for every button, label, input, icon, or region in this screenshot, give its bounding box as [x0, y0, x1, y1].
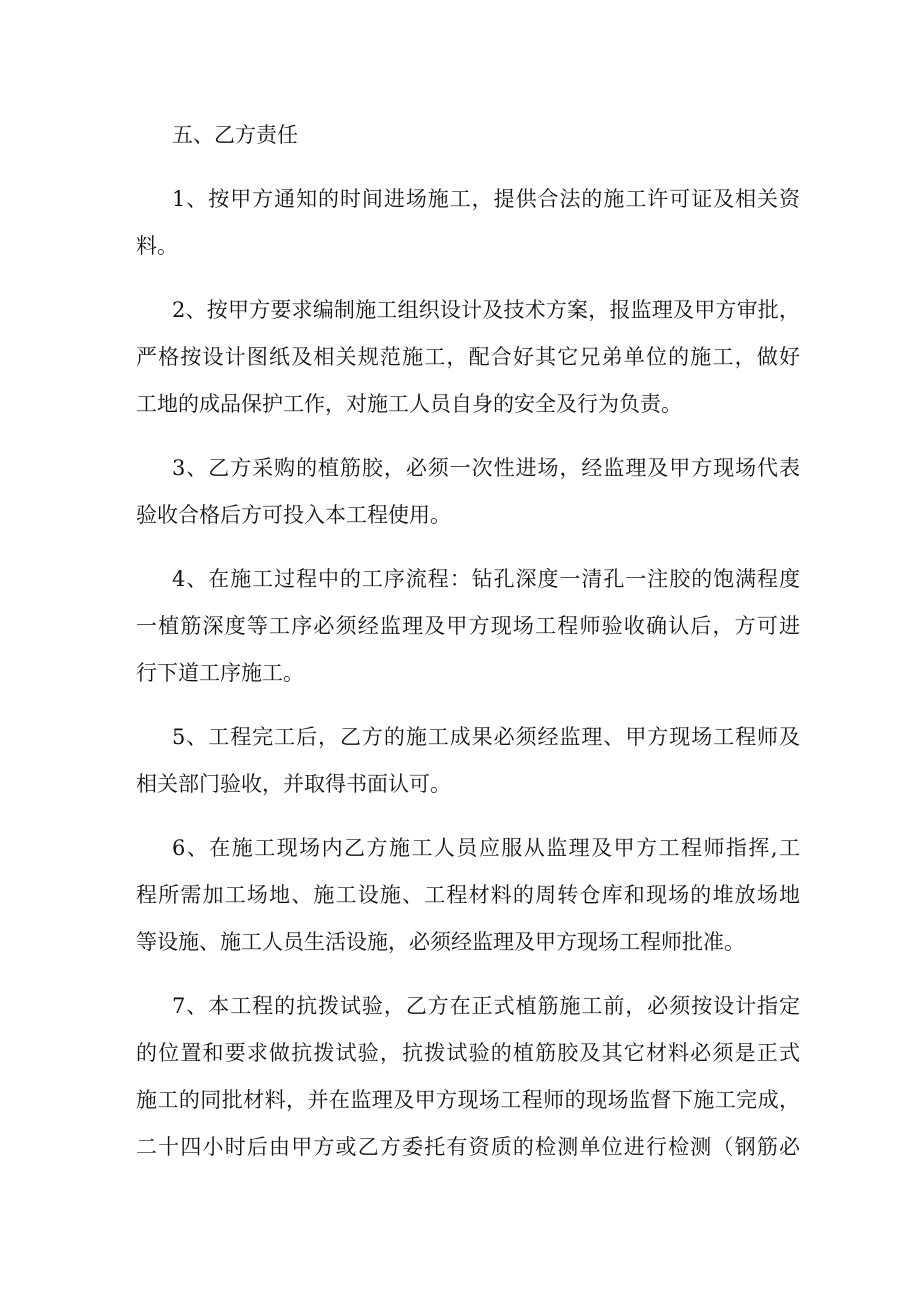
- paragraph-line: 的位置和要求做抗拨试验，抗拨试验的植筋胶及其它材料必须是正式: [136, 1041, 800, 1065]
- paragraph-5: [136, 714, 800, 808]
- paragraph-1: [136, 176, 800, 270]
- paragraph-line: 3、乙方采购的植筋胶，必须一次性进场，经监理及甲方现场代表: [172, 456, 800, 480]
- paragraph-line: 相关部门验收，并取得书面认可。: [136, 772, 451, 796]
- paragraph-line: 一植筋深度等工序必须经监理及甲方现场工程师验收确认后，方可进: [136, 614, 800, 638]
- paragraph-line: 工地的成品保护工作，对施工人员自身的安全及行为负责。: [136, 392, 682, 416]
- document-body: [136, 112, 800, 1188]
- paragraph-line: 程所需加工场地、施工设施、工程材料的周转仓库和现场的堆放场地: [136, 883, 800, 907]
- paragraph-line: 等设施、施工人员生活设施，必须经监理及甲方现场工程师批准。: [136, 930, 745, 954]
- paragraph-line: 施工的同批材料，并在监理及甲方现场工程师的现场监督下施工完成，: [136, 1088, 800, 1112]
- paragraph-line: 4、在施工过程中的工序流程：钻孔深度一清孔一注胶的饱满程度: [172, 567, 800, 591]
- paragraph-line: 5、工程完工后，乙方的施工成果必须经监理、甲方现场工程师及: [172, 725, 800, 749]
- paragraph-line: 行下道工序施工。: [136, 661, 304, 685]
- section-heading-block: [136, 112, 800, 159]
- paragraph-line: 严格按设计图纸及相关规范施工，配合好其它兄弟单位的施工，做好: [136, 345, 800, 369]
- paragraph-line: 1、按甲方通知的时间进场施工，提供合法的施工许可证及相关资: [172, 187, 800, 211]
- paragraph-6: [136, 825, 800, 966]
- paragraph-2: [136, 287, 800, 428]
- paragraph-7: [136, 983, 800, 1171]
- section-heading: 五、乙方责任: [172, 123, 298, 147]
- paragraph-line: 6、在施工现场内乙方施工人员应服从监理及甲方工程师指挥,工: [172, 836, 800, 860]
- paragraph-line: 7、本工程的抗拨试验，乙方在正式植筋施工前，必须按设计指定: [172, 994, 800, 1018]
- paragraph-line: 二十四小时后由甲方或乙方委托有资质的检测单位进行检测（钢筋必: [136, 1135, 800, 1159]
- paragraph-3: [136, 445, 800, 539]
- paragraph-line: 验收合格后方可投入本工程使用。: [136, 503, 451, 527]
- paragraph-line: 料。: [136, 234, 178, 258]
- paragraph-4: [136, 556, 800, 697]
- paragraph-line: 2、按甲方要求编制施工组织设计及技术方案，报监理及甲方审批，: [172, 298, 800, 322]
